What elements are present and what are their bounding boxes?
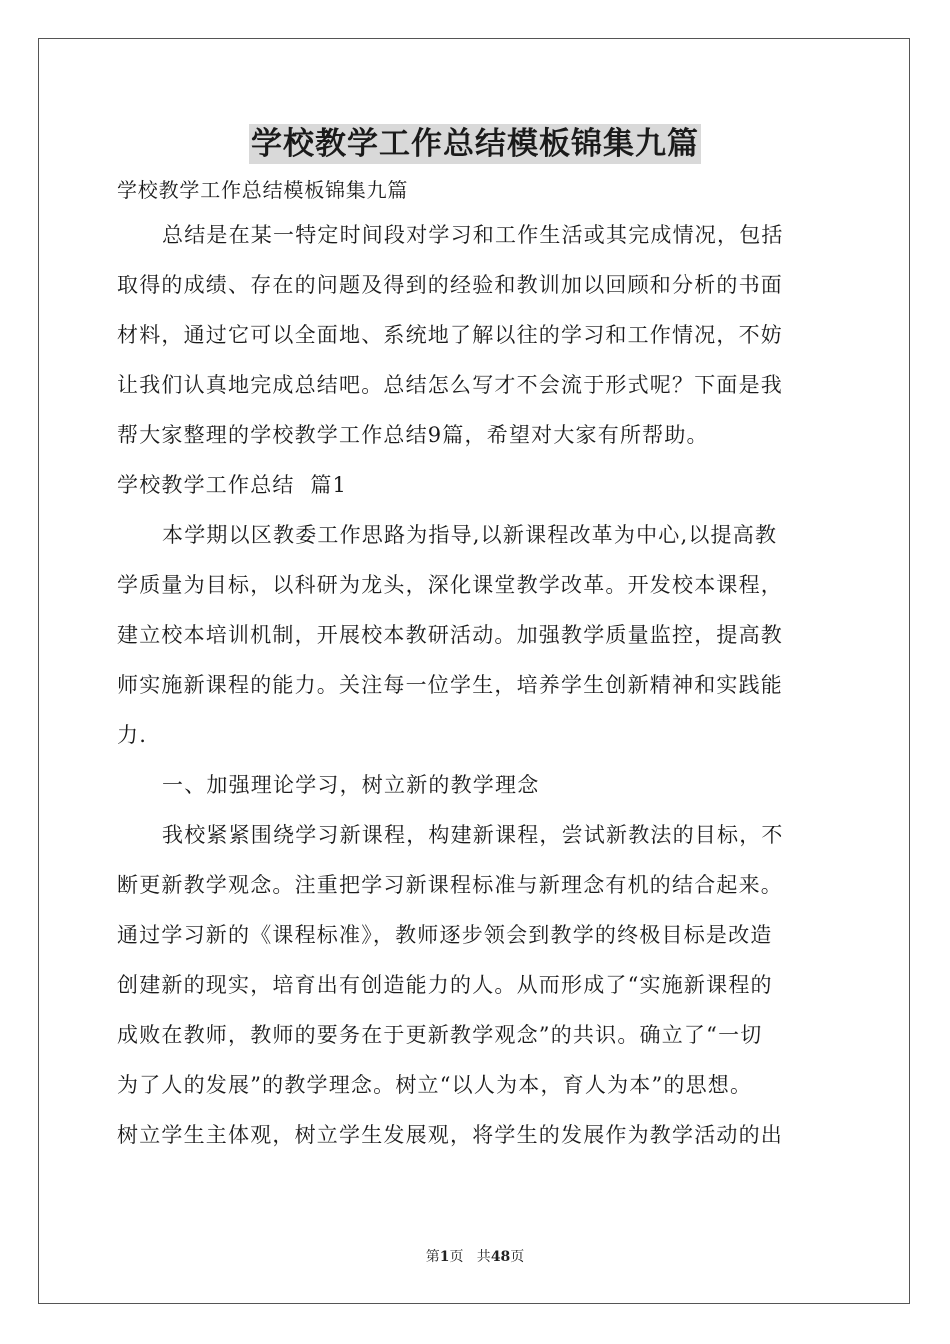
paragraph-line: 我校紧紧围绕学习新课程，构建新课程，尝试新教法的目标，不	[162, 823, 784, 847]
footer-prefix: 第	[425, 1249, 440, 1265]
paragraph-line: 为了人的发展”的教学理念。树立“以人为本，育人为本”的思想。	[117, 1073, 753, 1097]
document-body	[117, 124, 833, 1160]
paragraph-line: 帮大家整理的学校教学工作总结9篇，希望对大家有所帮助。	[117, 423, 709, 447]
paragraph-line: 本学期以区教委工作思路为指导,以新课程改革为中心,以提高教	[162, 523, 778, 547]
section1-paragraph	[117, 510, 833, 760]
paragraph-line: 师实施新课程的能力。关注每一位学生，培养学生创新精神和实践能	[117, 673, 783, 697]
paragraph-line: 建立校本培训机制，开展校本教研活动。加强教学质量监控，提高教	[117, 623, 783, 647]
footer-mid: 页 共	[449, 1249, 491, 1265]
paragraph-line: 让我们认真地完成总结吧。总结怎么写才不会流于形式呢？下面是我	[117, 373, 783, 397]
paragraph-line: 通过学习新的《课程标准》，教师逐步领会到教学的终极目标是改造	[117, 923, 773, 947]
paragraph-line: 取得的成绩、存在的问题及得到的经验和教训加以回顾和分析的书面	[117, 273, 783, 297]
footer-suffix: 页	[510, 1249, 525, 1265]
section-heading: 学校教学工作总结 篇1	[117, 473, 348, 497]
paragraph-line: 成败在教师，教师的要务在于更新教学观念”的共识。确立了“一切	[117, 1023, 763, 1047]
point1-paragraph	[117, 810, 833, 1160]
document-title: 学校教学工作总结模板锦集九篇	[251, 126, 699, 162]
document-subtitle: 学校教学工作总结模板锦集九篇	[117, 178, 409, 202]
title-wrap	[117, 124, 833, 170]
footer-page-total: 48	[490, 1249, 511, 1265]
paragraph-line: 学质量为目标，以科研为龙头，深化课堂教学改革。开发校本课程，	[117, 573, 783, 597]
paragraph-line: 材料，通过它可以全面地、系统地了解以往的学习和工作情况，不妨	[117, 323, 783, 347]
paragraph-line: 力.	[117, 723, 148, 747]
page-footer	[0, 1246, 950, 1266]
intro-paragraph	[117, 210, 833, 460]
paragraph-line: 树立学生主体观，树立学生发展观，将学生的发展作为教学活动的出	[117, 1123, 783, 1147]
footer-page-current: 1	[439, 1249, 450, 1265]
point-heading: 一、加强理论学习，树立新的教学理念	[162, 773, 540, 797]
paragraph-line: 总结是在某一特定时间段对学习和工作生活或其完成情况，包括	[162, 223, 784, 247]
paragraph-line: 断更新教学观念。注重把学习新课程标准与新理念有机的结合起来。	[117, 873, 783, 897]
paragraph-line: 创建新的现实，培育出有创造能力的人。从而形成了“实施新课程的	[117, 973, 773, 997]
